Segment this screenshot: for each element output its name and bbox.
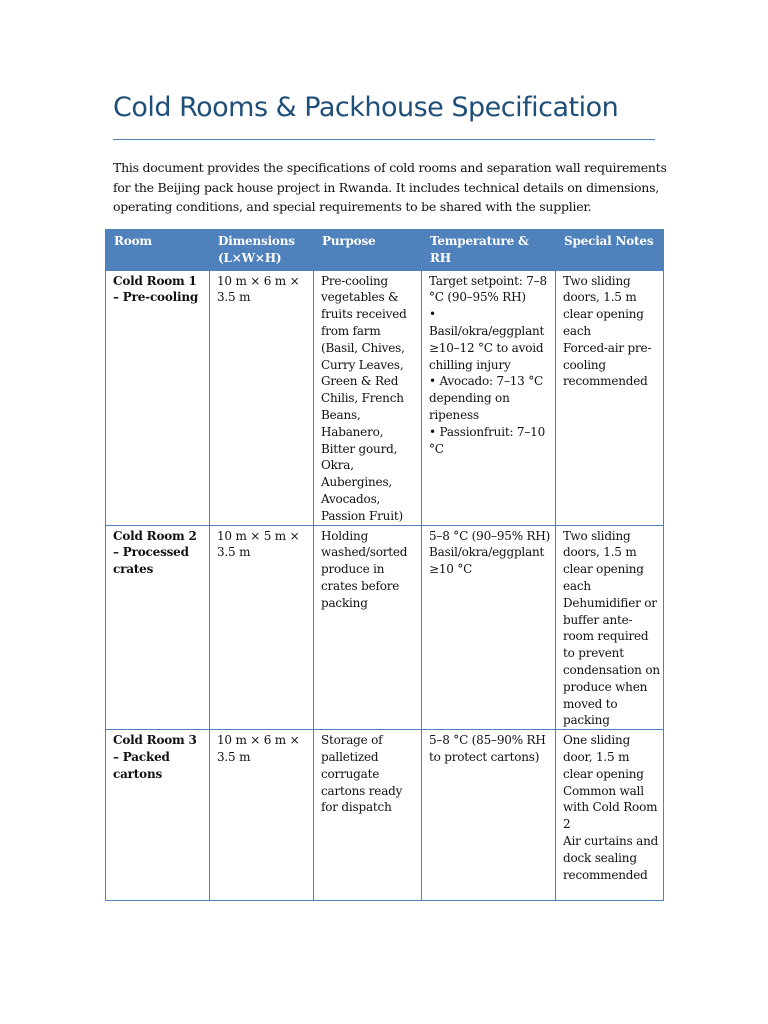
table-header-row (106, 230, 664, 271)
temperature-cell (422, 730, 556, 901)
room-cell: Cold Room 3 – Packed cartons (106, 730, 210, 901)
header-dimensions: Dimensions (L×W×H) (210, 230, 314, 271)
table-row (106, 525, 664, 730)
header-temperature-rh: Temperature & RH (422, 230, 556, 271)
header-special-notes: Special Notes (556, 230, 664, 271)
notes-cell (556, 270, 664, 525)
dimensions-cell: 10 m × 6 m × 3.5 m (210, 270, 314, 525)
temperature-line: • Avocado: 7–13 °C depending on ripeness (429, 374, 544, 422)
page-title: Cold Rooms & Packhouse Specification (113, 92, 619, 123)
note-line: Common wall with Cold Room 2 (563, 783, 658, 832)
table-row (106, 730, 664, 901)
temperature-line: • Basil/okra/eggplant ≥10–12 °C to avoid chilling injury (429, 307, 545, 372)
temperature-cell (422, 525, 556, 730)
notes-cell (556, 525, 664, 730)
header-room: Room (106, 230, 210, 271)
note-line: Two sliding doors, 1.5 m clear opening each (563, 273, 644, 338)
title-divider (113, 139, 655, 140)
intro-paragraph (113, 158, 667, 217)
temperature-line: 5–8 °C (90–95% RH) (429, 528, 551, 543)
purpose-cell: Holding washed/sorted produce in crates before packing (314, 525, 422, 730)
note-line: One sliding door, 1.5 m clear opening (563, 733, 644, 781)
table-row (106, 270, 664, 525)
header-purpose: Purpose (314, 230, 422, 271)
dimensions-cell: 10 m × 6 m × 3.5 m (210, 730, 314, 901)
temperature-line: Basil/okra/eggplant ≥10 °C (429, 545, 545, 577)
room-cell: Cold Room 2 – Processed crates (106, 525, 210, 730)
temperature-line: • Passionfruit: 7–10 °C (429, 424, 546, 456)
temperature-line: Target setpoint: 7–8 °C (90–95% RH) (429, 273, 547, 305)
purpose-cell: Storage of palletized corrugate cartons ready for dispatch (314, 730, 422, 901)
intro-line: operating conditions, and special requirements to be shared with the supplier. (113, 199, 592, 214)
intro-line: This document provides the specifications of cold rooms and separation wall requirements (113, 160, 667, 175)
dimensions-cell: 10 m × 5 m × 3.5 m (210, 525, 314, 730)
note-line: Dehumidifier or buffer ante-room required to prevent condensation on produce when moved to packing (563, 595, 660, 728)
temperature-line: 5–8 °C (85–90% RH to protect cartons) (429, 733, 546, 764)
intro-line: for the Beijing pack house project in Rwanda. It includes technical details on dimensions, (113, 179, 659, 195)
notes-cell (556, 730, 664, 901)
purpose-cell: Pre-cooling vegetables & fruits received from farm (Basil, Chives, Curry Leaves, Green & Red Chilis, French Beans, Habanero, Bitter gourd, Okra, Aubergines, Avocados, Passion Fruit) (314, 270, 422, 525)
room-cell: Cold Room 1 – Pre-cooling (106, 270, 210, 525)
note-line: Two sliding doors, 1.5 m clear opening each (563, 528, 644, 593)
note-line: Forced-air pre-cooling recommended (563, 340, 652, 389)
cold-room-spec-table (105, 229, 664, 901)
temperature-cell (422, 270, 556, 525)
note-line: Air curtains and dock sealing recommended (563, 833, 659, 882)
